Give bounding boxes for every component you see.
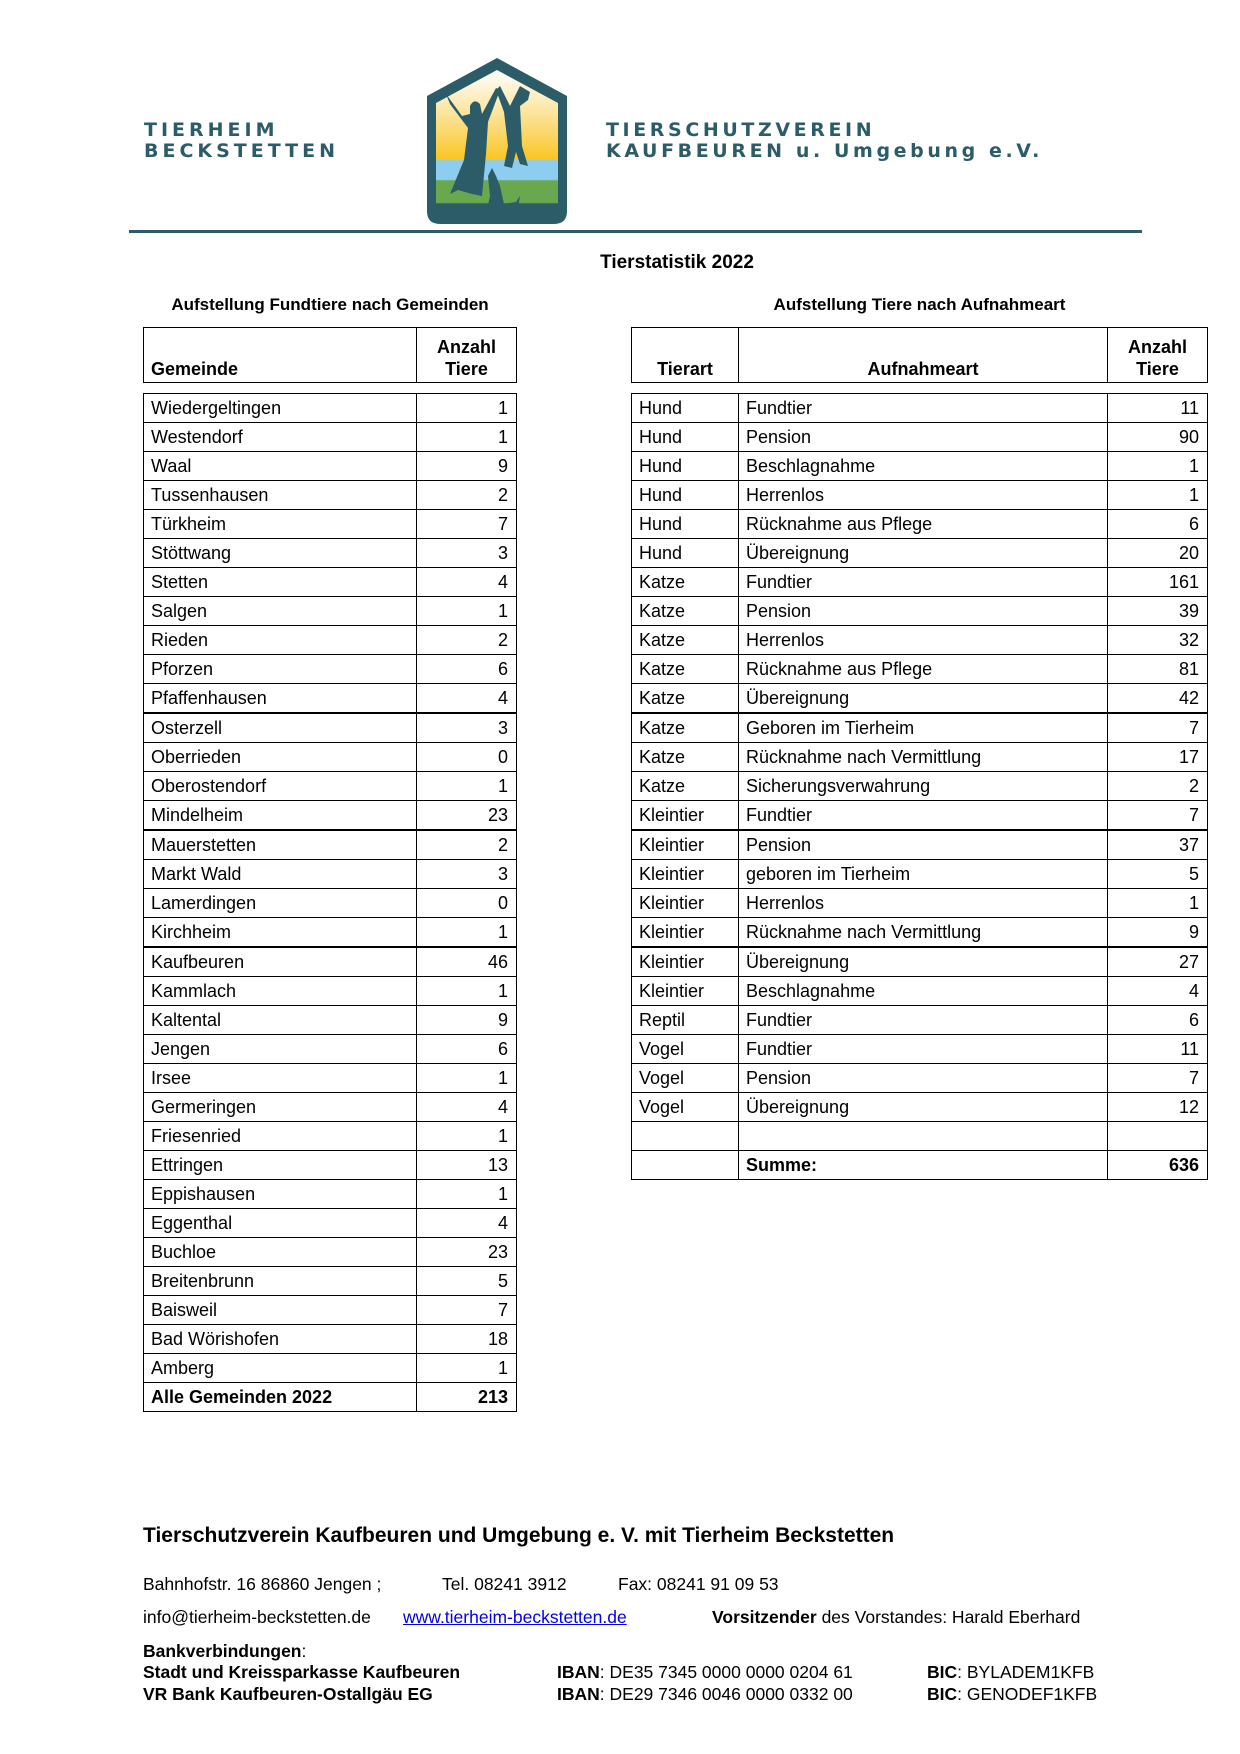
table-row [144,481,517,510]
brand-line-2: KAUFBEUREN u. Umgebung e.V. [606,140,1043,162]
table-row [632,830,1208,860]
gemeinde-cell: Jengen [144,1035,417,1064]
gemeinde-cell: Rieden [144,626,417,655]
anzahl-cell: 1 [1108,889,1208,918]
anzahl-cell: 9 [417,1006,517,1035]
bank-iban-2: IBAN: DE29 7346 0046 0000 0332 00 [557,1684,853,1704]
gemeinde-cell: Oberrieden [144,743,417,772]
chair-label: Vorsitzender [712,1607,817,1627]
aufnahmeart-cell: Pension [739,1064,1108,1093]
aufnahmeart-table [631,393,1208,1180]
anzahl-cell: 17 [1108,743,1208,772]
table-row [144,1035,517,1064]
footer-website-link[interactable]: www.tierheim-beckstetten.de [403,1607,627,1627]
gemeinde-cell: Ettringen [144,1151,417,1180]
footer-phone: Tel. 08241 3912 [442,1574,567,1594]
tierart-cell: Kleintier [632,947,739,977]
tierart-cell: Hund [632,510,739,539]
anzahl-cell: 7 [1108,713,1208,743]
anzahl-cell: 6 [1108,510,1208,539]
aufnahmeart-cell: Geboren im Tierheim [739,713,1108,743]
anzahl-cell: 1 [417,1064,517,1093]
aufnahmeart-cell: Herrenlos [739,889,1108,918]
table-row [144,1064,517,1093]
brand-line-1: TIERHEIM [144,119,279,141]
gemeinde-cell: Lamerdingen [144,889,417,918]
anzahl-cell: 37 [1108,830,1208,860]
blank-row [632,1122,1208,1151]
table-row [632,860,1208,889]
gemeinde-cell: Westendorf [144,423,417,452]
gemeinde-cell: Kaufbeuren [144,947,417,977]
right-section-title: Aufstellung Tiere nach Aufnahmeart [773,295,1066,314]
gemeinde-cell: Baisweil [144,1296,417,1325]
table-row [632,423,1208,452]
anzahl-cell: 1 [417,918,517,948]
aufnahmeart-cell: Übereignung [739,1093,1108,1122]
gemeinde-cell: Waal [144,452,417,481]
aufnahmeart-cell: Rücknahme nach Vermittlung [739,918,1108,948]
table-row [144,452,517,481]
table-row [632,977,1208,1006]
table-row [632,801,1208,831]
footer-address: Bahnhofstr. 16 86860 Jengen ; [143,1574,382,1594]
tierart-cell: Katze [632,626,739,655]
anzahl-cell: 1 [1108,452,1208,481]
anzahl-cell: 42 [1108,684,1208,714]
table-row [144,772,517,801]
table-row [144,394,517,423]
tierart-cell: Katze [632,655,739,684]
tierart-cell: Vogel [632,1035,739,1064]
gemeinde-cell: Wiedergeltingen [144,394,417,423]
gemeinde-cell: Bad Wörishofen [144,1325,417,1354]
gemeinde-cell: Germeringen [144,1093,417,1122]
anzahl-cell: 11 [1108,394,1208,423]
tierart-cell: Kleintier [632,801,739,831]
table-row [144,947,517,977]
tierheim-brand [144,120,339,162]
house-with-woman-dog-cat-logo-icon [424,56,570,226]
table-row [144,423,517,452]
anzahl-cell: 1 [417,1354,517,1383]
anzahl-cell: 4 [417,1209,517,1238]
table-row [144,918,517,948]
anzahl-cell: 2 [417,830,517,860]
bank-bic-1: BIC: BYLADEM1KFB [927,1662,1095,1682]
table-row [632,655,1208,684]
column-header-gemeinde: Gemeinde [144,328,417,383]
anzahl-cell: 7 [1108,801,1208,831]
chair-text: des Vorstandes: Harald Eberhard [816,1607,1081,1627]
table-row [632,918,1208,948]
table-row [632,743,1208,772]
table-row [144,539,517,568]
table-row [632,684,1208,714]
header-divider [129,230,1142,233]
tierart-cell: Hund [632,394,739,423]
gemeinden-table [143,393,517,1412]
table-row [632,1035,1208,1064]
table-row [632,539,1208,568]
gemeinde-cell: Stöttwang [144,539,417,568]
anzahl-cell: 27 [1108,947,1208,977]
anzahl-cell: 1 [417,772,517,801]
aufnahmeart-cell: Fundtier [739,1035,1108,1064]
anzahl-cell: 7 [1108,1064,1208,1093]
left-section-title: Aufstellung Fundtiere nach Gemeinden [171,295,489,314]
anzahl-cell: 9 [417,452,517,481]
anzahl-cell: 4 [1108,977,1208,1006]
gemeinde-cell: Breitenbrunn [144,1267,417,1296]
gemeinde-cell: Pforzen [144,655,417,684]
bank-name-1: Stadt und Kreissparkasse Kaufbeuren [143,1662,461,1682]
tierart-cell: Kleintier [632,830,739,860]
gemeinde-cell: Friesenried [144,1122,417,1151]
gemeinde-cell: Tussenhausen [144,481,417,510]
table-row [632,597,1208,626]
bank-bic-2: BIC: GENODEF1KFB [927,1684,1098,1704]
anzahl-cell: 6 [1108,1006,1208,1035]
gemeinde-cell: Irsee [144,1064,417,1093]
table-row [632,452,1208,481]
tierart-cell: Hund [632,481,739,510]
aufnahmeart-cell: Sicherungsverwahrung [739,772,1108,801]
anzahl-cell: 7 [417,1296,517,1325]
anzahl-cell: 13 [417,1151,517,1180]
gemeinde-cell: Kirchheim [144,918,417,948]
anzahl-cell: 1 [417,423,517,452]
footer-email: info@tierheim-beckstetten.de [143,1607,371,1627]
table-row [144,597,517,626]
anzahl-cell: 7 [417,510,517,539]
column-header-aufnahmeart: Aufnahmeart [739,328,1108,383]
aufnahmeart-cell: Übereignung [739,684,1108,714]
table-row [632,1006,1208,1035]
tierart-cell: Katze [632,568,739,597]
anzahl-cell: 90 [1108,423,1208,452]
table-row [144,801,517,831]
table-row [632,568,1208,597]
aufnahmeart-cell: Fundtier [739,1006,1108,1035]
footer-fax: Fax: 08241 91 09 53 [618,1574,779,1594]
gemeinde-cell: Pfaffenhausen [144,684,417,714]
anzahl-cell: 32 [1108,626,1208,655]
gemeinde-cell: Osterzell [144,713,417,743]
table-row [144,684,517,714]
aufnahmeart-cell: Fundtier [739,568,1108,597]
tierart-cell: Katze [632,597,739,626]
total-value: 213 [417,1383,517,1412]
table-row [144,1180,517,1209]
anzahl-cell: 81 [1108,655,1208,684]
anzahl-cell: 5 [1108,860,1208,889]
gemeinde-cell: Oberostendorf [144,772,417,801]
gemeinde-cell: Türkheim [144,510,417,539]
anzahl-cell: 4 [417,568,517,597]
table-row [144,889,517,918]
brand-line-2: BECKSTETTEN [144,140,339,162]
table-row [144,568,517,597]
table-row [144,743,517,772]
gemeinde-cell: Kammlach [144,977,417,1006]
anzahl-cell: 18 [417,1325,517,1354]
gemeinde-cell: Eppishausen [144,1180,417,1209]
anzahl-cell: 1 [1108,481,1208,510]
table-row [144,626,517,655]
table-row [144,510,517,539]
anzahl-cell: 0 [417,743,517,772]
anzahl-cell: 161 [1108,568,1208,597]
gemeinden-table-header [143,327,517,383]
anzahl-cell: 3 [417,539,517,568]
anzahl-cell: 11 [1108,1035,1208,1064]
gemeinde-cell: Salgen [144,597,417,626]
gemeinde-cell: Markt Wald [144,860,417,889]
aufnahmeart-cell: Herrenlos [739,626,1108,655]
table-row [144,713,517,743]
aufnahmeart-cell: Beschlagnahme [739,452,1108,481]
column-header-anzahl: Anzahl Tiere [417,328,517,383]
table-row [632,713,1208,743]
table-row [632,947,1208,977]
anzahl-cell: 39 [1108,597,1208,626]
anzahl-cell: 1 [417,597,517,626]
bank-name-2: VR Bank Kaufbeuren-Ostallgäu EG [143,1684,433,1704]
document-title: Tierstatistik 2022 [600,252,754,273]
anzahl-cell: 3 [417,713,517,743]
aufnahmeart-cell: Pension [739,597,1108,626]
anzahl-cell: 0 [417,889,517,918]
anzahl-cell: 1 [417,394,517,423]
tierart-cell: Vogel [632,1064,739,1093]
footer-bank-heading: Bankverbindungen: [143,1641,307,1661]
table-row [632,1064,1208,1093]
anzahl-cell: 2 [417,626,517,655]
table-row [144,830,517,860]
anzahl-cell: 6 [417,1035,517,1064]
aufnahmeart-cell: Fundtier [739,394,1108,423]
anzahl-cell: 1 [417,1122,517,1151]
sum-value: 636 [1108,1151,1208,1180]
table-row [144,1354,517,1383]
verein-brand [606,120,1043,162]
anzahl-cell: 1 [417,977,517,1006]
aufnahmeart-cell: Rücknahme aus Pflege [739,655,1108,684]
table-row [144,1267,517,1296]
tierart-cell: Kleintier [632,860,739,889]
gemeinde-cell: Eggenthal [144,1209,417,1238]
tierart-cell: Hund [632,452,739,481]
table-row [632,772,1208,801]
aufnahmeart-cell: Fundtier [739,801,1108,831]
sum-row [632,1151,1208,1180]
aufnahmeart-cell: Übereignung [739,539,1108,568]
table-row [144,1325,517,1354]
table-row [144,655,517,684]
tierart-cell: Katze [632,713,739,743]
table-row [144,977,517,1006]
aufnahmeart-cell: Pension [739,830,1108,860]
table-row [144,860,517,889]
anzahl-cell: 1 [417,1180,517,1209]
anzahl-cell: 6 [417,655,517,684]
tierart-cell: Reptil [632,1006,739,1035]
anzahl-cell: 12 [1108,1093,1208,1122]
footer-org-name: Tierschutzverein Kaufbeuren und Umgebung e. V. mit Tierheim Beckstetten [143,1524,895,1547]
table-row [632,626,1208,655]
column-header-tierart: Tierart [632,328,739,383]
brand-line-1: TIERSCHUTZVEREIN [606,119,876,141]
table-row [632,394,1208,423]
total-row [144,1383,517,1412]
gemeinde-cell: Amberg [144,1354,417,1383]
tierart-cell: Kleintier [632,977,739,1006]
aufnahmeart-cell: Rücknahme aus Pflege [739,510,1108,539]
aufnahmeart-table-header [631,327,1208,383]
total-label: Alle Gemeinden 2022 [144,1383,417,1412]
tierart-cell: Kleintier [632,889,739,918]
footer-chairman [712,1607,1080,1628]
table-row [632,1093,1208,1122]
table-row [144,1296,517,1325]
anzahl-cell: 3 [417,860,517,889]
table-row [144,1151,517,1180]
tierart-cell: Vogel [632,1093,739,1122]
anzahl-cell: 2 [417,481,517,510]
tierart-cell: Katze [632,743,739,772]
anzahl-cell: 9 [1108,918,1208,948]
anzahl-cell: 2 [1108,772,1208,801]
anzahl-cell: 46 [417,947,517,977]
anzahl-cell: 4 [417,1093,517,1122]
column-header-anzahl: Anzahl Tiere [1108,328,1208,383]
anzahl-cell: 20 [1108,539,1208,568]
table-row [144,1238,517,1267]
gemeinde-cell: Buchloe [144,1238,417,1267]
table-row [632,889,1208,918]
tierart-cell: Hund [632,423,739,452]
gemeinde-cell: Mauerstetten [144,830,417,860]
anzahl-cell: 23 [417,801,517,831]
table-row [144,1006,517,1035]
table-row [144,1209,517,1238]
aufnahmeart-cell: Rücknahme nach Vermittlung [739,743,1108,772]
aufnahmeart-cell: Beschlagnahme [739,977,1108,1006]
gemeinde-cell: Kaltental [144,1006,417,1035]
aufnahmeart-cell: Übereignung [739,947,1108,977]
aufnahmeart-cell: geboren im Tierheim [739,860,1108,889]
table-row [632,481,1208,510]
table-row [632,510,1208,539]
anzahl-cell: 23 [417,1238,517,1267]
tierart-cell: Hund [632,539,739,568]
tierart-cell: Katze [632,772,739,801]
table-row [144,1122,517,1151]
table-row [144,1093,517,1122]
gemeinde-cell: Stetten [144,568,417,597]
gemeinde-cell: Mindelheim [144,801,417,831]
sum-label: Summe: [739,1151,1108,1180]
anzahl-cell: 5 [417,1267,517,1296]
aufnahmeart-cell: Herrenlos [739,481,1108,510]
aufnahmeart-cell: Pension [739,423,1108,452]
bank-iban-1: IBAN: DE35 7345 0000 0000 0204 61 [557,1662,853,1682]
anzahl-cell: 4 [417,684,517,714]
tierart-cell: Katze [632,684,739,714]
tierart-cell: Kleintier [632,918,739,948]
